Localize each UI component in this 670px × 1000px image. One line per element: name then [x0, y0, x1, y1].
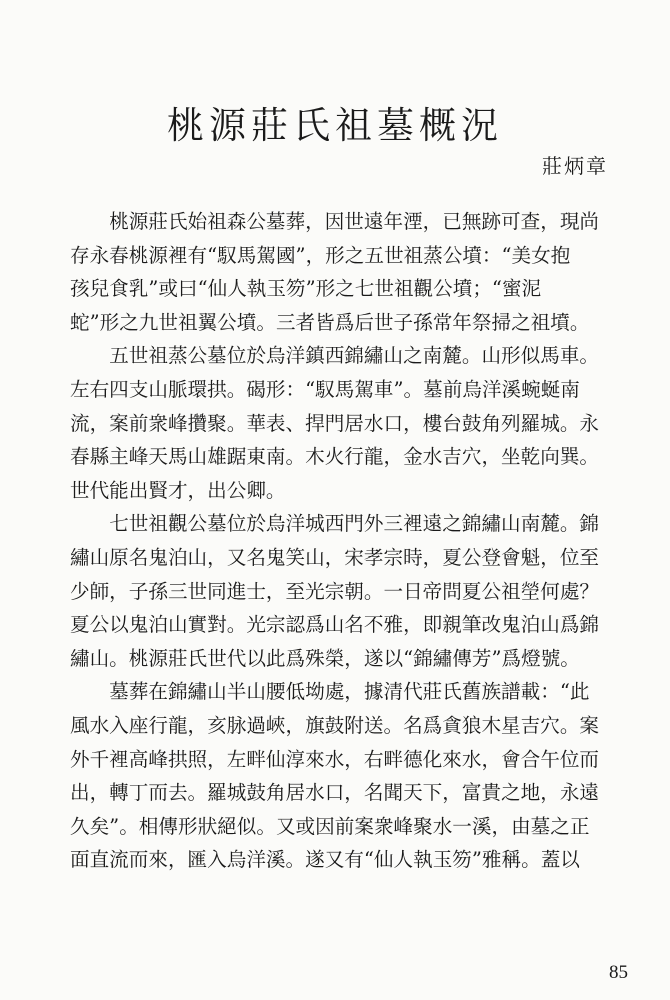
page-number: 85 [609, 962, 628, 983]
text-line: 繡山原名鬼泊山，又名鬼笑山，宋孝宗時，夏公登會魁，位至 [70, 545, 600, 569]
text-line: 墓葬在錦繡山半山腰低坳處，據清代莊氏舊族譜載：“此 [109, 680, 590, 704]
page-title: 桃源莊氏祖墓概況 [167, 104, 503, 147]
paragraph [70, 507, 642, 675]
author-name: 莊炳章 [542, 154, 608, 178]
text-line: 孩兒食乳”或曰“仙人執玉笏”形之七世祖觀公墳；“蜜泥 [70, 277, 542, 301]
text-line: 存永春桃源裡有“馭馬駕國”，形之五世祖蒸公墳：“美女抱 [70, 243, 571, 267]
text-line: 繡山。桃源莊氏世代以此爲殊榮，遂以“錦繡傳芳”爲燈號。 [70, 646, 580, 670]
paragraph [70, 205, 642, 339]
text-line: 春縣主峰天馬山雄踞東南。木火行龍，金水吉穴，坐乾向巽。 [70, 445, 600, 469]
text-line: 久矣”。相傳形狀絕似。又或因前案衆峰聚水一溪，由墓之正 [70, 814, 590, 838]
paragraph [70, 339, 642, 507]
text-line: 面直流而來，匯入烏洋溪。遂又有“仙人執玉笏”雅稱。蓋以 [70, 848, 580, 872]
text-line: 七世祖觀公墓位於烏洋城西門外三裡遠之錦繡山南麓。錦 [109, 512, 600, 536]
text-line: 世代能出賢才，出公卿。 [70, 478, 286, 502]
text-line: 流，案前衆峰攢聚。華表、捍門居水口，樓台鼓角列羅城。永 [70, 411, 600, 435]
text-line: 風水入座行龍，亥脉過峽，旗鼓附送。名爲貪狼木星吉穴。案 [70, 713, 600, 737]
text-line: 夏公以鬼泊山實對。光宗認爲山名不雅，即親筆改鬼泊山爲錦 [70, 613, 600, 637]
text-line: 五世祖蒸公墓位於烏洋鎮西錦繡山之南麓。山形似馬車。 [109, 344, 600, 368]
paragraph [70, 675, 642, 877]
article-body [70, 205, 642, 877]
text-line: 少師，子孫三世同進士，至光宗朝。一日帝問夏公祖塋何處？ [70, 579, 600, 603]
text-line: 左右四支山脈環拱。碣形：“馭馬駕車”。墓前烏洋溪蜿蜒南 [70, 377, 580, 401]
text-line: 桃源莊氏始祖森公墓葬，因世遠年湮，已無跡可查，現尚 [109, 210, 600, 233]
text-line: 外千裡高峰拱照，左畔仙淳來水，右畔德化來水，會合午位而 [70, 747, 600, 771]
text-line: 出，轉丁而去。羅城鼓角居水口，名聞天下，富貴之地，永遠 [70, 781, 600, 805]
text-line: 蛇”形之九世祖翼公墳。三者皆爲后世子孫常年祭掃之祖墳。 [70, 310, 590, 334]
